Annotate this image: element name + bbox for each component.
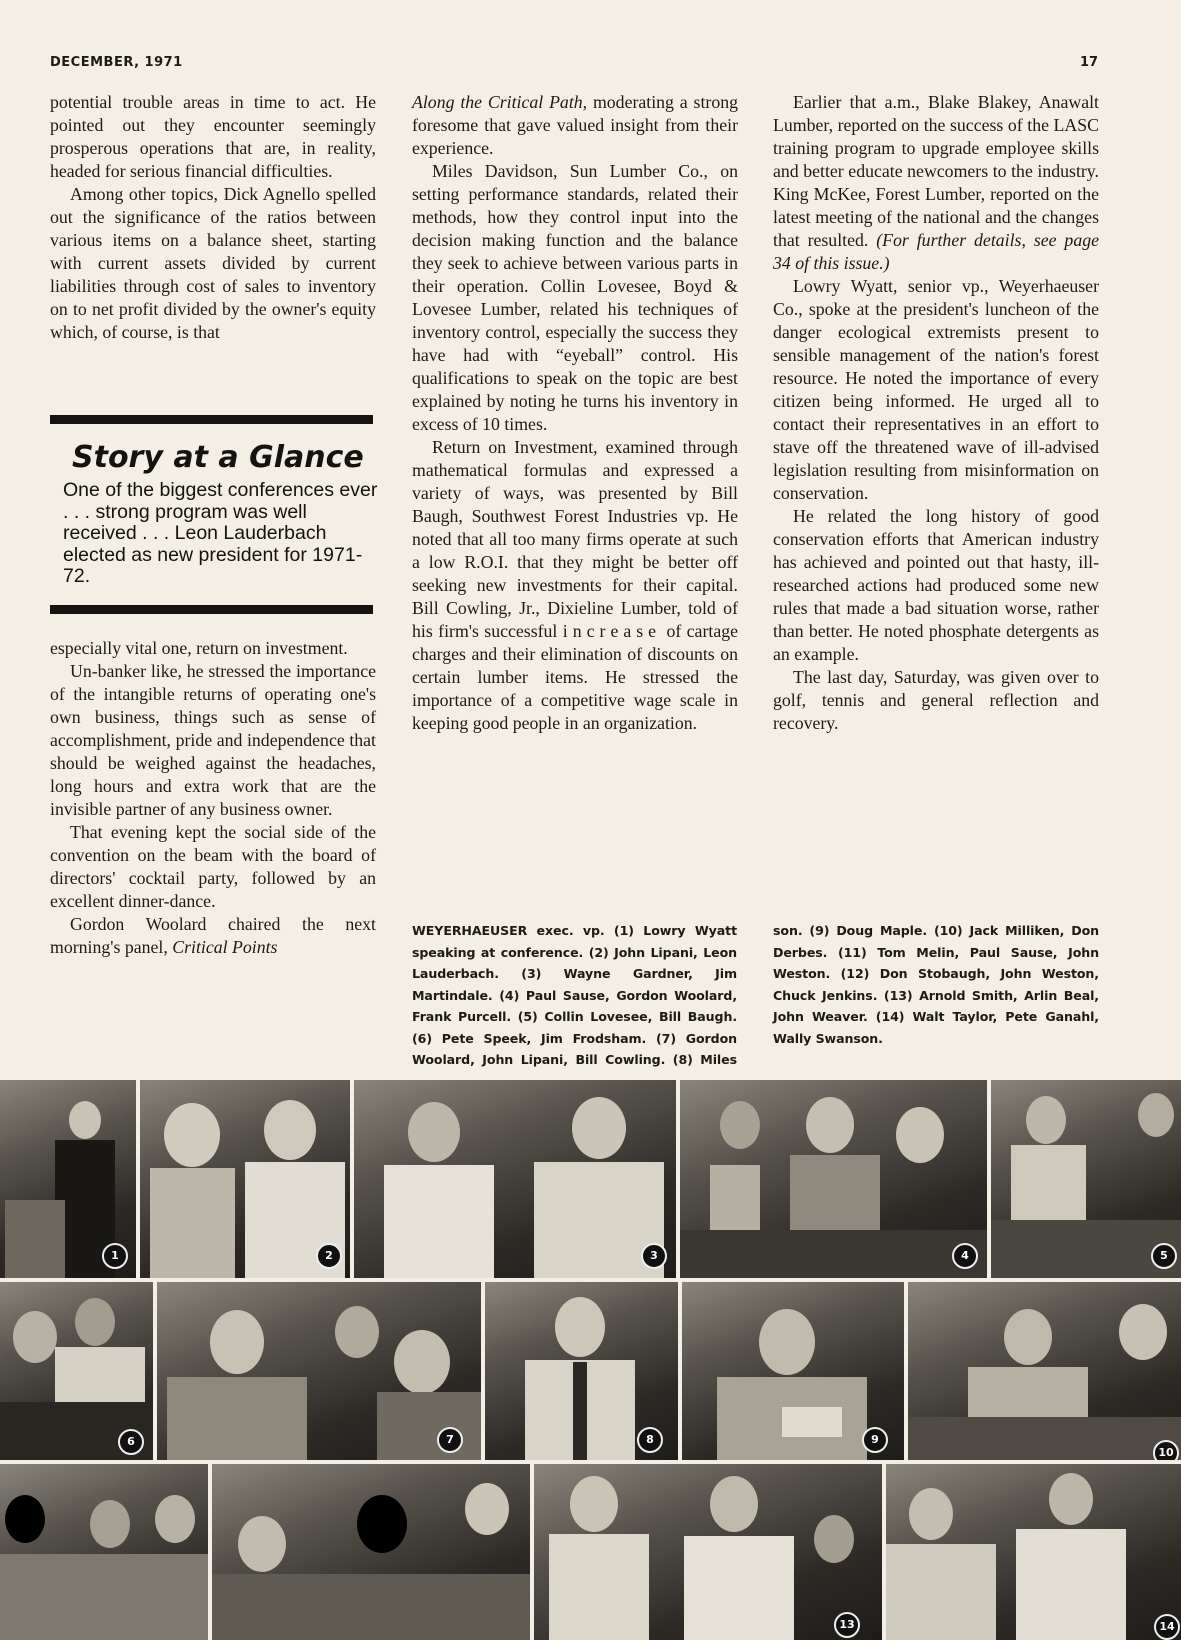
photo-number-badge: 9: [862, 1427, 888, 1453]
photo-three-men-at-dinner: [534, 1464, 882, 1640]
photo-number-badge: 6: [118, 1429, 144, 1455]
photo-two-men-talking: [354, 1080, 676, 1278]
sidebar-text: One of the biggest conferences ever . . . strong program was well received . . . Leon Lauderbach elected as new president for 1971-72.: [63, 479, 378, 587]
photo-men-seated-and-standing: [886, 1464, 1181, 1640]
column-2: [412, 91, 738, 735]
paragraph: The last day, Saturday, was given over to golf, tennis and general reflection and recovery.: [773, 667, 1099, 733]
cross-reference: (For further details, see page 34 of this issue.): [773, 230, 1099, 273]
photo-number-badge: 10: [1153, 1440, 1179, 1460]
column-1-top: [50, 91, 376, 344]
paragraph: Miles Davidson, Sun Lumber Co., on setting performance standards, related their methods, how they control input into the decision making function and the balance they seek to achieve between various parts in their operation. Collin Lovesee, Boyd & Lovesee Lumber, related his techniques of inventory control, especially the success they have had with “eyeball” control. His qualifications to speak on the topic are best explained by noting he turns his inventory in excess of 10 times.: [412, 161, 738, 434]
paragraph: Lowry Wyatt, senior vp., Weyerhaeuser Co., spoke at the president's luncheon of the danger ecological extremists present to sensible management of the nation's forest resource. He noted the importance of every citizen being informed. He urged all to contact their representatives in an effort to stave off the threatened wave of ill-advised legislation resulting from misinformation on conservation.: [773, 276, 1099, 503]
sidebar-bottom-rule: [50, 605, 373, 614]
paragraph-text: Gordon Woolard chaired the next morning's panel,: [50, 914, 376, 957]
paragraph-text: Return on Investment, examined through mathematical formulas and expressed a variety of ways, was presented by Bill Baugh, Southwest Forest Industries vp. He noted that all too many firms operate at such a low R.O.I. that they might be better off seeking new investments for their capital. Bill Cowling, Jr., Dixieline Lumber, told of his firm's successful: [412, 437, 738, 641]
photo-two-men-smiling: [140, 1080, 350, 1278]
photo-number-badge: 4: [952, 1243, 978, 1269]
paragraph: [412, 436, 738, 735]
photo-three-men-standing: [157, 1282, 481, 1460]
sidebar-top-rule: [50, 415, 373, 424]
sidebar-title: Story at a Glance: [72, 440, 364, 475]
paragraph: Among other topics, Dick Agnello spelled out the significance of the ratios between various items on a balance sheet, starting with current assets divided by current liabilities through cost of sales to inventory on to net profit divided by the owner's equity which, of course, is that: [50, 184, 376, 342]
paragraph: potential trouble areas in time to act. He pointed out they encounter seemingly prosperous operations that are, in reality, headed for serious financial difficulties.: [50, 92, 376, 181]
panel-title-italic: Along the Critical Path,: [412, 92, 588, 112]
paragraph-text: of cartage charges and their elimination of discounts on certain lumber items. He stressed the importance of a competitive wage scale in keeping good people in an organization.: [412, 621, 738, 733]
photo-man-in-suit: [485, 1282, 678, 1460]
photo-number-badge: 14: [1154, 1614, 1180, 1640]
photo-number-badge: 7: [437, 1427, 463, 1453]
paragraph: [773, 91, 1099, 275]
photo-number-badge: 3: [641, 1243, 667, 1269]
paragraph-text: moderating a strong foresome that gave valued insight from their experience.: [412, 92, 738, 158]
photo-caption-part-1: WEYERHAEUSER exec. vp. (1) Lowry Wyatt speaking at conference. (2) John Lipani, Leon Lauderbach. (3) Wayne Gardner, Jim Martindale. (4) Paul Sause, Gordon Woolard, Frank Purcell. (5) Collin Lovesee, Bill Baugh. (6) Pete Speek, Jim Frodsham. (7) Gordon Woolard, John Lipani, Bill Cowling. (8) Miles: [412, 923, 737, 1067]
spaced-word: increase: [562, 621, 662, 641]
paragraph: That evening kept the social side of the convention on the beam with the board of directors' cocktail party, followed by an excellent dinner-dance.: [50, 822, 376, 911]
photo-speaker-at-podium: [0, 1080, 136, 1278]
paragraph: He related the long history of good conservation efforts that American industry has achieved and pointed out that hasty, ill-researched actions had produced some new rules that made a bad situation worse, rather than better. He noted phosphate detergents as an example.: [773, 506, 1099, 664]
photo-number-badge: 13: [834, 1612, 860, 1638]
paragraph: especially vital one, return on investment.: [50, 638, 348, 658]
column-3: [773, 91, 1099, 735]
panel-title-italic: Critical Points: [172, 937, 278, 957]
photo-men-seated-group: [212, 1464, 530, 1640]
column-1-bottom: [50, 637, 376, 959]
issue-date: DECEMBER, 1971: [50, 55, 183, 70]
photo-men-at-table: [908, 1282, 1181, 1460]
photo-group-of-men: [0, 1464, 208, 1640]
page-number: 17: [1080, 55, 1099, 70]
photo-caption-part-2: son. (9) Doug Maple. (10) Jack Milliken, Don Derbes. (11) Tom Melin, Paul Sause, John Weston. (12) Don Stobaugh, John Weston, Chuck Jenkins. (13) Arnold Smith, Arlin Beal, John Weaver. (14) Walt Taylor, Pete Ganahl, Wally Swanson.: [773, 923, 1099, 1046]
photo-man-laughing: [682, 1282, 904, 1460]
photo-men-seated-at-table: [991, 1080, 1181, 1278]
photo-three-men-at-table: [680, 1080, 987, 1278]
paragraph: [412, 91, 738, 160]
photo-two-men-seated: [0, 1282, 153, 1460]
photo-number-badge: 2: [316, 1243, 342, 1269]
photo-number-badge: 5: [1151, 1243, 1177, 1269]
paragraph: [50, 913, 376, 959]
photo-number-badge: 8: [637, 1427, 663, 1453]
paragraph: Un-banker like, he stressed the importance of the intangible returns of operating one's own business, things such as sense of accomplishment, pride and independence that should be weighed against the headaches, long hours and extra work that are the invisible partner of any business owner.: [50, 661, 376, 819]
photo-number-badge: 1: [102, 1243, 128, 1269]
paragraph-text: Earlier that a.m., Blake Blakey, Anawalt Lumber, reported on the success of the LASC training program to upgrade employee skills and better educate newcomers to the industry. King McKee, Forest Lumber, reported on the latest meeting of the national and the changes that resulted.: [773, 92, 1099, 250]
photo-collage: [0, 1075, 1181, 1640]
